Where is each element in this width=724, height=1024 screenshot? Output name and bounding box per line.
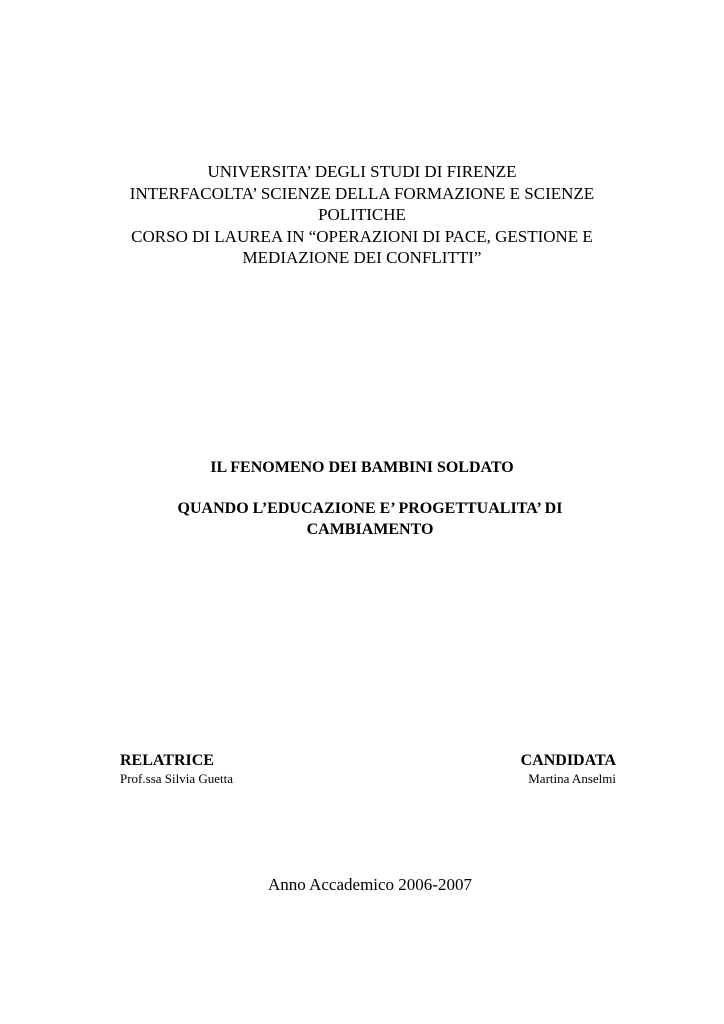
institution-header bbox=[110, 161, 614, 269]
thesis-subtitle bbox=[110, 498, 630, 540]
thesis-title: IL FENOMENO DEI BAMBINI SOLDATO bbox=[210, 459, 514, 476]
academic-year: Anno Accademico 2006-2007 bbox=[268, 875, 472, 894]
candidate-block bbox=[521, 751, 616, 787]
degree-course-line-2: MEDIAZIONE DEI CONFLITTI” bbox=[242, 248, 482, 267]
thesis-subtitle-line-1: QUANDO L’EDUCAZIONE E’ PROGETTUALITA’ DI bbox=[177, 500, 563, 517]
faculty-name-line-2: POLITICHE bbox=[318, 205, 406, 224]
university-name: UNIVERSITA’ DEGLI STUDI DI FIRENZE bbox=[207, 162, 517, 181]
supervisor-name: Prof.ssa Silvia Guetta bbox=[120, 771, 234, 786]
thesis-subtitle-line-2: CAMBIAMENTO bbox=[306, 521, 434, 538]
degree-course-line-1: CORSO DI LAUREA IN “OPERAZIONI DI PACE, GESTIONE E bbox=[131, 226, 593, 246]
supervisor-block bbox=[120, 751, 233, 787]
candidate-name: Martina Anselmi bbox=[528, 771, 616, 786]
candidate-heading: CANDIDATA bbox=[520, 752, 616, 769]
faculty-name-line-1: INTERFACOLTA’ SCIENZE DELLA FORMAZIONE E SCIENZE bbox=[129, 183, 595, 203]
supervisor-heading: RELATRICE bbox=[120, 752, 214, 769]
